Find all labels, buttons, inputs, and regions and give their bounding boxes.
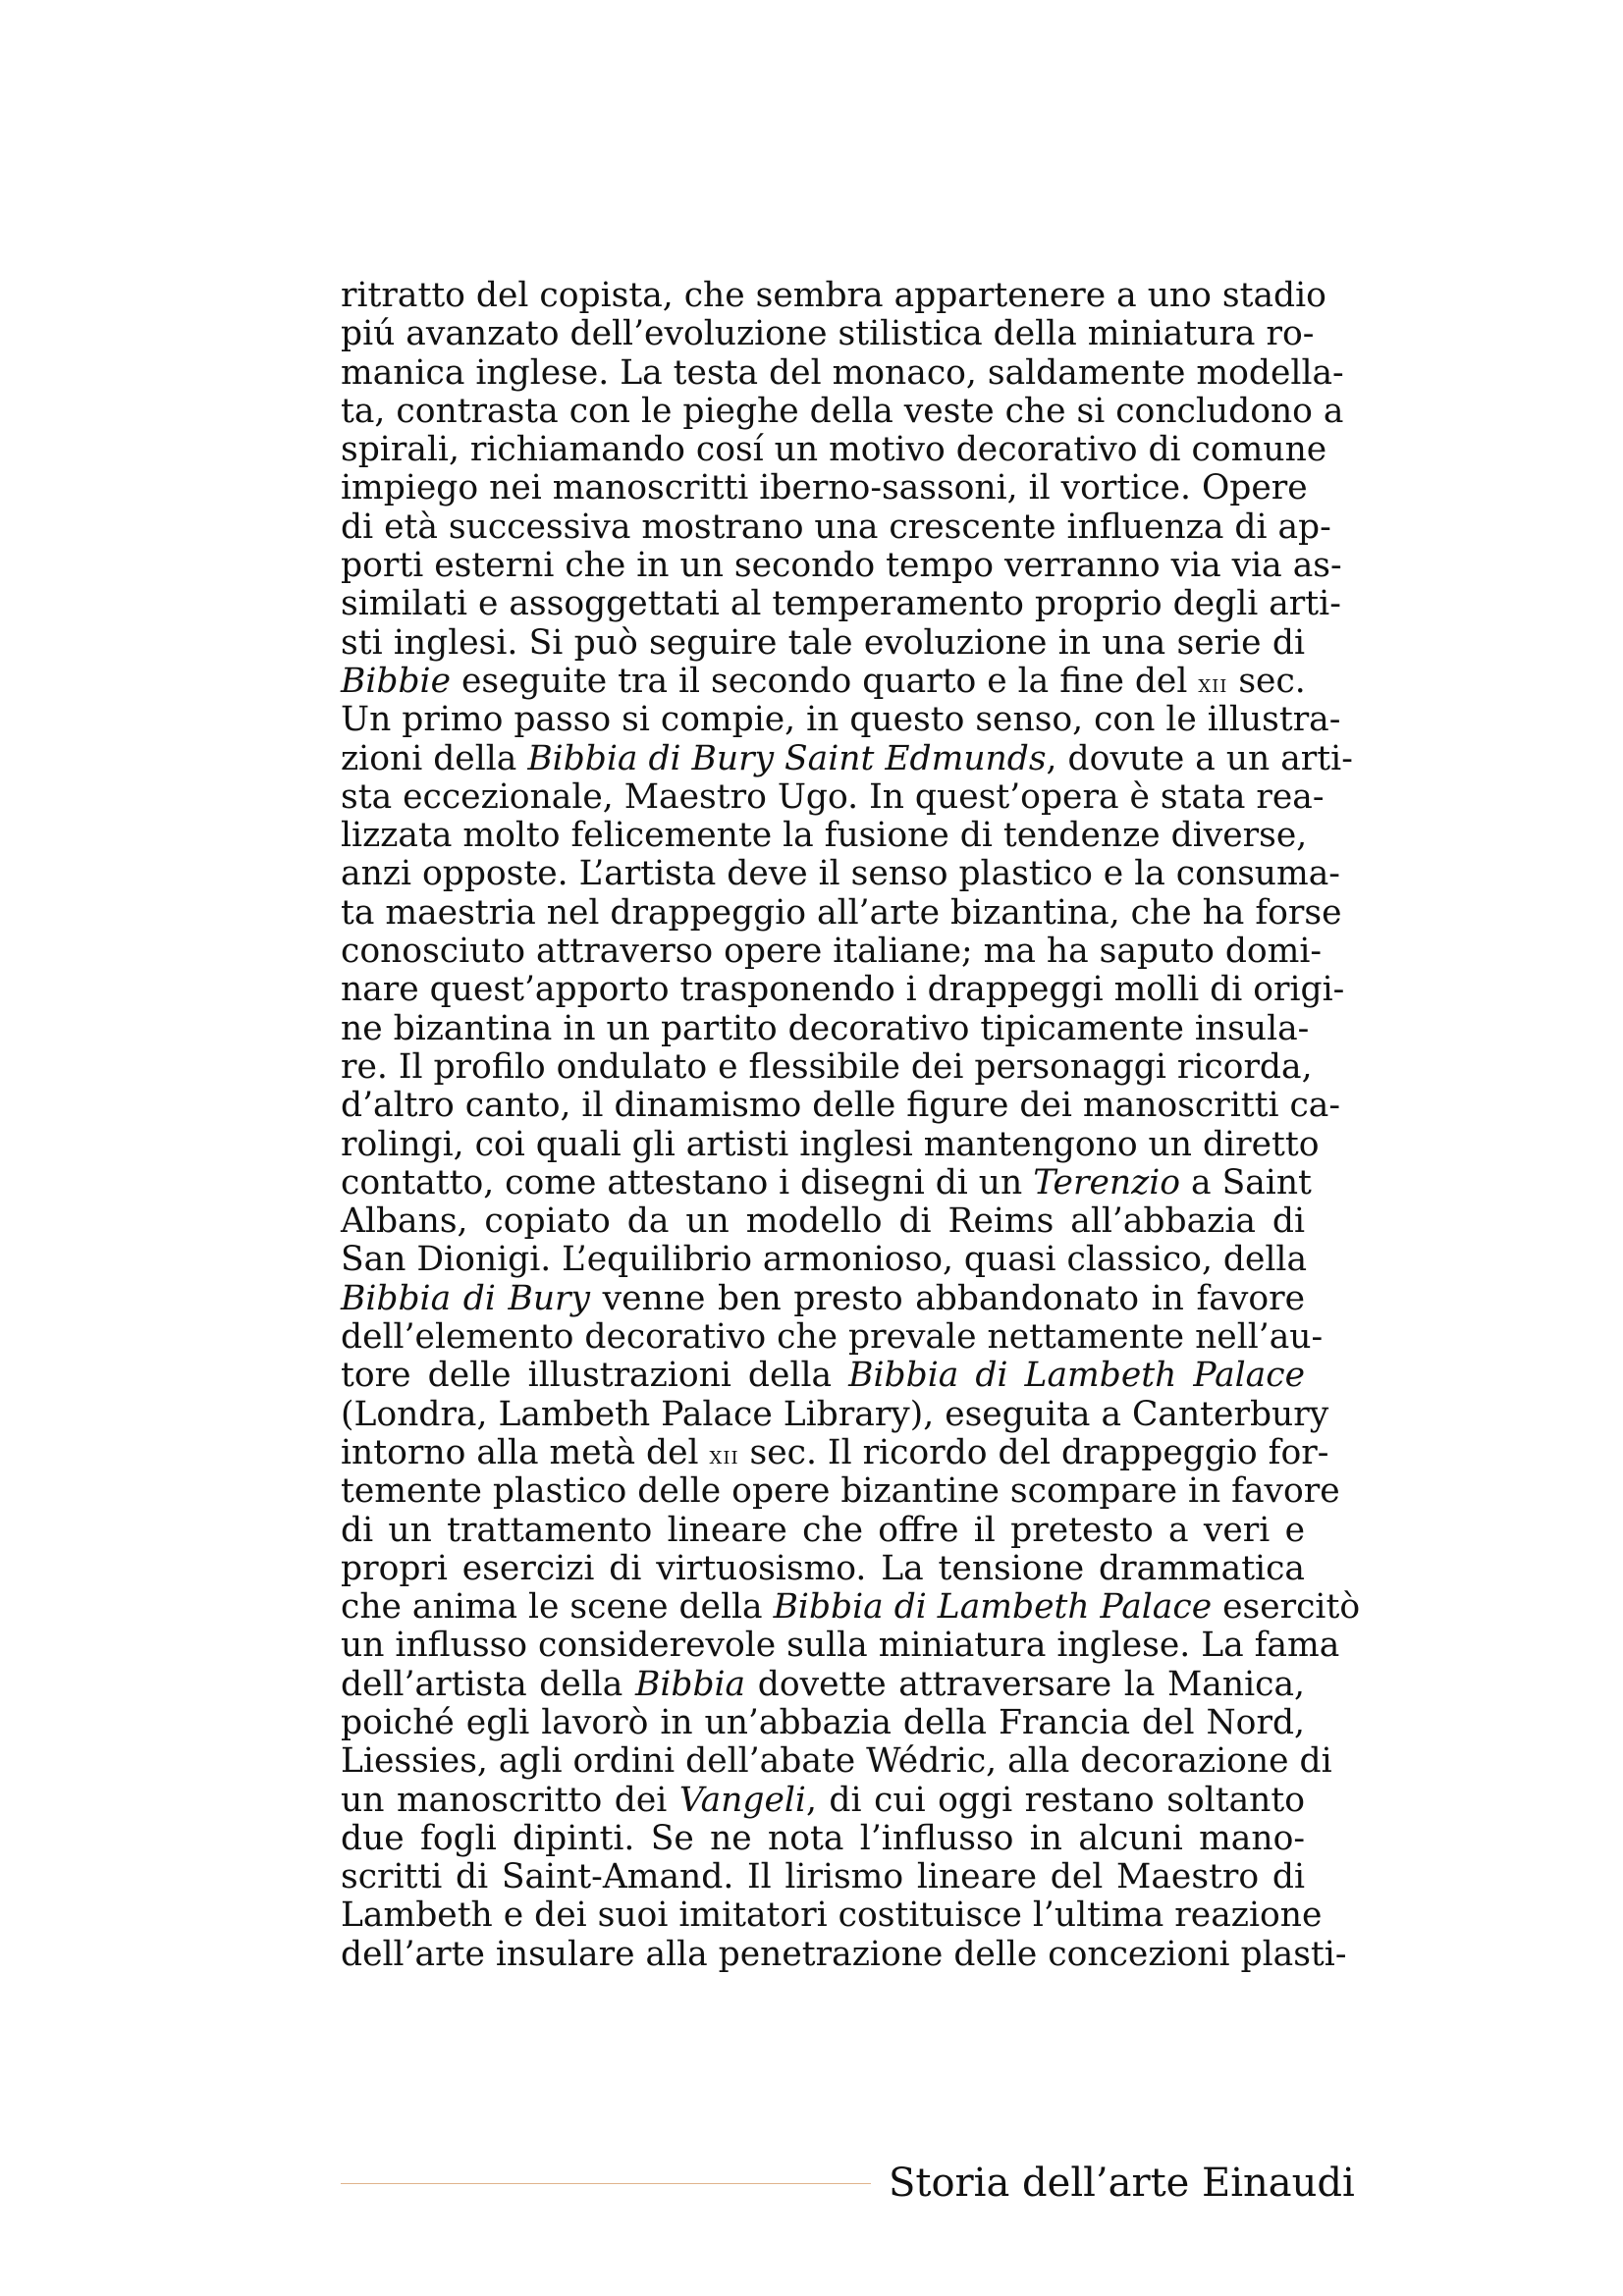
- text-run: rolingi, coi quali gli artisti inglesi mantengono un diretto: [341, 1124, 1320, 1164]
- text-line: [341, 700, 1341, 740]
- text-line: [341, 738, 1353, 778]
- text-run: eseguite tra il secondo quarto e la fine del: [451, 661, 1199, 701]
- text-run: a Saint: [1180, 1162, 1312, 1202]
- text-run: Albans, copiato da un modello di Reims all’abbazia di: [341, 1201, 1305, 1242]
- text-run: scritti di Saint-Amand. Il lirismo lineare del Maestro di: [341, 1857, 1305, 1897]
- text-run: lizzata molto felicemente la fusione di tendenze diverse,: [341, 816, 1308, 856]
- text-line: [341, 1741, 1332, 1782]
- text-line: [341, 1471, 1340, 1512]
- italic-title: Vangeli: [678, 1780, 806, 1820]
- text-line: [341, 1357, 1305, 1395]
- text-line: [341, 932, 1323, 972]
- text-line: [341, 584, 1341, 624]
- text-line: [341, 314, 1315, 354]
- text-line: [341, 663, 1305, 701]
- text-line: [341, 776, 1325, 817]
- text-line: [341, 854, 1340, 894]
- text-line: [341, 391, 1344, 431]
- text-run: esercitò: [1212, 1587, 1361, 1628]
- italic-title: Bibbie: [341, 661, 452, 701]
- text-line: [341, 507, 1331, 547]
- text-run: spirali, richiamando cosí un motivo decorativo di comune: [341, 430, 1327, 470]
- text-run: manica inglese. La testa del monaco, saldamente modella-: [341, 352, 1344, 393]
- footer-rule: [341, 2183, 871, 2184]
- text-run: due fogli dipinti. Se ne nota l’influsso in alcuni mano-: [341, 1818, 1305, 1858]
- text-run: dell’elemento decorativo che prevale nettamente nell’au-: [341, 1317, 1324, 1358]
- text-line: [341, 1587, 1361, 1628]
- text-line: [341, 1046, 1313, 1087]
- text-line: [341, 1666, 1305, 1704]
- roman-numeral: xii: [1198, 668, 1228, 699]
- body-text: [341, 276, 1361, 1974]
- text-line: [341, 1432, 1329, 1472]
- text-run: dell’arte insulare alla penetrazione delle concezioni plasti-: [341, 1934, 1347, 1974]
- text-line: [341, 1934, 1347, 1974]
- text-run: temente plastico delle opere bizantine scompare in favore: [341, 1471, 1340, 1512]
- text-run: ne bizantina in un partito decorativo tipicamente insula-: [341, 1008, 1310, 1048]
- text-run: sti inglesi. Si può seguire tale evoluzione in una serie di: [341, 622, 1305, 663]
- text-run: tore delle illustrazioni della: [341, 1356, 849, 1396]
- text-line: [341, 1240, 1308, 1280]
- text-run: Un primo passo si compie, in questo senso, con le illustra-: [341, 700, 1341, 740]
- text-line: [341, 1820, 1305, 1858]
- text-line: [341, 1124, 1320, 1164]
- text-run: che anima le scene della: [341, 1587, 774, 1628]
- text-run: ritratto del copista, che sembra appartenere a uno stadio: [341, 276, 1326, 315]
- text-run: un influsso considerevole sulla miniatura inglese. La fama: [341, 1626, 1340, 1666]
- text-run: venne ben presto abbandonato in favore: [590, 1278, 1305, 1318]
- text-line: [341, 624, 1305, 663]
- text-line: [341, 546, 1342, 586]
- text-line: [341, 1782, 1305, 1820]
- text-run: impiego nei manoscritti iberno-sassoni, il vortice. Opere: [341, 468, 1308, 508]
- text-run: intorno alla metà del: [341, 1432, 710, 1472]
- text-line: [341, 1008, 1310, 1048]
- text-line: [341, 892, 1342, 933]
- text-run: dell’artista della: [341, 1664, 635, 1704]
- text-line: [341, 1704, 1305, 1742]
- text-line: [341, 1394, 1329, 1434]
- italic-title: Bibbia: [634, 1664, 746, 1704]
- text-line: [341, 1896, 1323, 1936]
- roman-numeral: xii: [709, 1440, 739, 1470]
- text-run: porti esterni che in un secondo tempo verranno via via as-: [341, 546, 1342, 586]
- text-run: contatto, come attestano i disegni di un: [341, 1162, 1034, 1202]
- text-line: [341, 970, 1345, 1010]
- text-line: [341, 1512, 1305, 1550]
- italic-title: Bibbia di Bury: [341, 1278, 591, 1318]
- text-line: [341, 1086, 1341, 1126]
- text-line: [341, 468, 1308, 508]
- text-run: (Londra, Lambeth Palace Library), eseguita a Canterbury: [341, 1394, 1329, 1434]
- text-run: sec.: [1227, 661, 1306, 701]
- text-run: , dovute a un arti-: [1046, 738, 1353, 778]
- text-line: [341, 1202, 1305, 1241]
- text-line: [341, 1280, 1305, 1318]
- text-run: zioni della: [341, 738, 528, 778]
- text-run: piú avanzato dell’evoluzione stilistica della miniatura ro-: [341, 314, 1315, 354]
- text-run: dovette attraversare la Manica,: [745, 1664, 1305, 1704]
- footer-publisher-label: Storia dell’arte Einaudi: [889, 2161, 1355, 2206]
- text-line: [341, 352, 1344, 393]
- text-run: poiché egli lavorò in un’abbazia della Francia del Nord,: [341, 1702, 1305, 1742]
- text-run: Liessies, agli ordini dell’abate Wédric, alla decorazione di: [341, 1741, 1332, 1782]
- text-run: nare quest’apporto trasponendo i drappeggi molli di origi-: [341, 970, 1345, 1010]
- text-line: [341, 1162, 1312, 1202]
- text-run: un manoscritto dei: [341, 1780, 679, 1820]
- italic-title: Bibbia di Lambeth Palace: [773, 1587, 1213, 1628]
- text-line: [341, 816, 1308, 856]
- text-run: ta, contrasta con le pieghe della veste che si concludono a: [341, 391, 1344, 431]
- text-run: conosciuto attraverso opere italiane; ma ha saputo domi-: [341, 932, 1323, 972]
- text-line: [341, 1550, 1305, 1588]
- italic-title: Bibbia di Lambeth Palace: [848, 1356, 1305, 1396]
- italic-title: Terenzio: [1033, 1162, 1181, 1202]
- text-run: sec. Il ricordo del drappeggio for-: [738, 1432, 1329, 1472]
- text-run: re. Il profilo ondulato e flessibile dei personaggi ricorda,: [341, 1046, 1313, 1087]
- italic-title: Bibbia di Bury Saint Edmunds: [527, 738, 1047, 778]
- text-run: anzi opposte. L’artista deve il senso plastico e la consuma-: [341, 854, 1340, 894]
- text-run: San Dionigi. L’equilibrio armonioso, quasi classico, della: [341, 1240, 1308, 1280]
- text-run: similati e assoggettati al temperamento proprio degli arti-: [341, 584, 1341, 624]
- text-line: [341, 276, 1326, 315]
- text-run: di età successiva mostrano una crescente influenza di ap-: [341, 507, 1331, 547]
- text-run: ta maestria nel drappeggio all’arte bizantina, che ha forse: [341, 892, 1342, 933]
- text-line: [341, 1626, 1340, 1666]
- text-run: sta eccezionale, Maestro Ugo. In quest’opera è stata rea-: [341, 776, 1325, 817]
- text-run: , di cui oggi restano soltanto: [805, 1780, 1305, 1820]
- text-run: Lambeth e dei suoi imitatori costituisce l’ultima reazione: [341, 1896, 1323, 1936]
- text-line: [341, 1317, 1324, 1358]
- text-run: d’altro canto, il dinamismo delle figure dei manoscritti ca-: [341, 1086, 1341, 1126]
- text-line: [341, 430, 1327, 470]
- text-run: di un trattamento lineare che offre il pretesto a veri e: [341, 1510, 1305, 1550]
- text-line: [341, 1858, 1305, 1896]
- text-run: propri esercizi di virtuosismo. La tensione drammatica: [341, 1548, 1305, 1588]
